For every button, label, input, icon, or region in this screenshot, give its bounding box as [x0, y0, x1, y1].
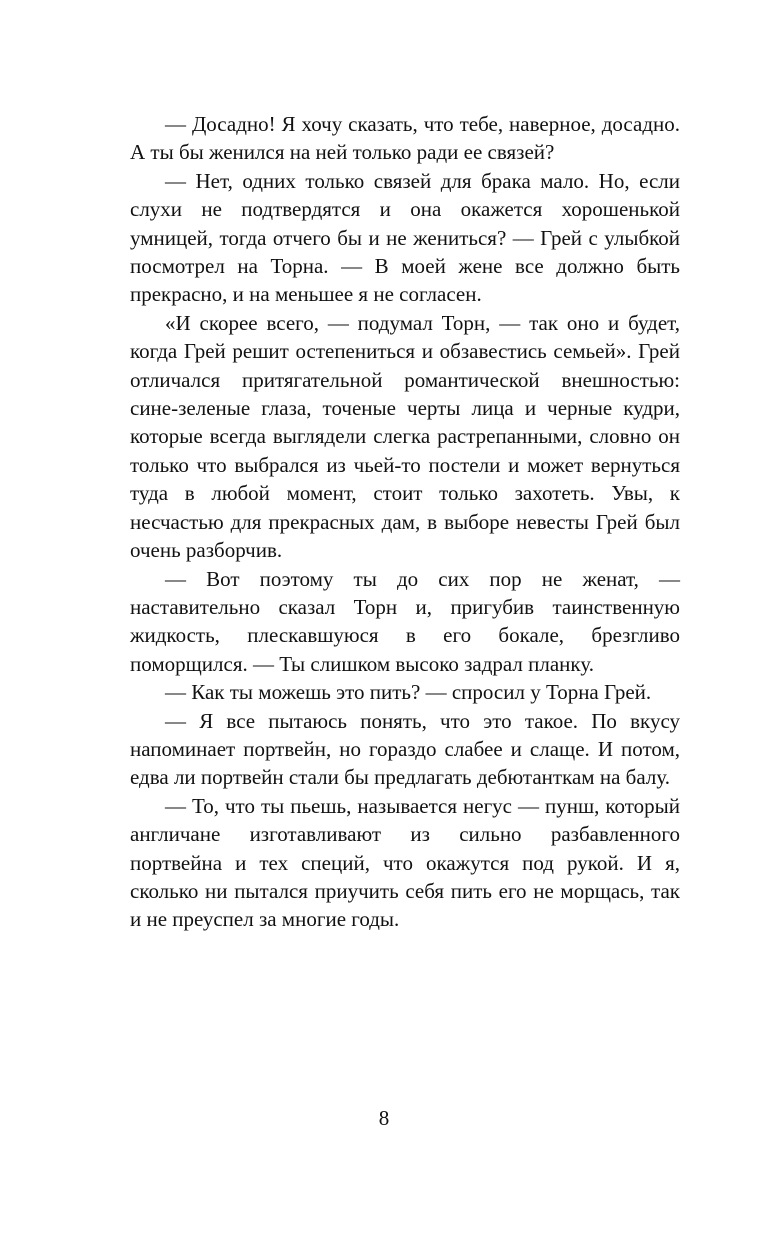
paragraph: — Нет, одних только связей для брака мало. Но, если слухи не подтвердятся и она окажется хорошенькой умницей, тогда отчего бы и не жениться? — Грей с улыбкой посмотрел на Торна. — В моей жене все должно быть прекрасно, и на меньшее я не согласен.: [130, 168, 680, 307]
paragraph: — Как ты можешь это пить? — спросил у Торна Грей.: [165, 680, 652, 705]
page-number: 8: [378, 1106, 390, 1130]
body-text: [130, 110, 680, 934]
paragraph: «И скорее всего, — подумал Торн, — так оно и будет, когда Грей решит остепениться и обзавестись семьей». Грей отличался притягательной романтической внешностью: сине-зеленые глаза, точеные черты лица и черные кудри, которые всегда выглядели слегка растрепанными, словно он только что выбрался из чьей-то постели и может вернуться туда в любой момент, стоит только захотеть. Увы, к несчастью для прекрасных дам, в выборе невесты Грей был очень разборчив.: [130, 310, 680, 563]
paragraph: — Вот поэтому ты до сих пор не женат, — наставительно сказал Торн и, пригубив таинственную жидкость, плескавшуюся в его бокале, брезгливо поморщился. — Ты слишком высоко задрал планку.: [130, 566, 680, 676]
paragraph: — Я все пытаюсь понять, что это такое. По вкусу напоминает портвейн, но гораздо слабее и слаще. И потом, едва ли портвейн стали бы предлагать дебютанткам на балу.: [130, 708, 680, 790]
paragraph: — Досадно! Я хочу сказать, что тебе, наверное, досадно. А ты бы женился на ней только ради ее связей?: [130, 112, 680, 165]
paragraph: — То, что ты пьешь, называется негус — пунш, который англичане изготавливают из сильно разбавленного портвейна и тех специй, что окажутся под рукой. И я, сколько ни пытался приучить себя пить его не морщась, так и не преуспел за многие годы.: [130, 793, 680, 932]
